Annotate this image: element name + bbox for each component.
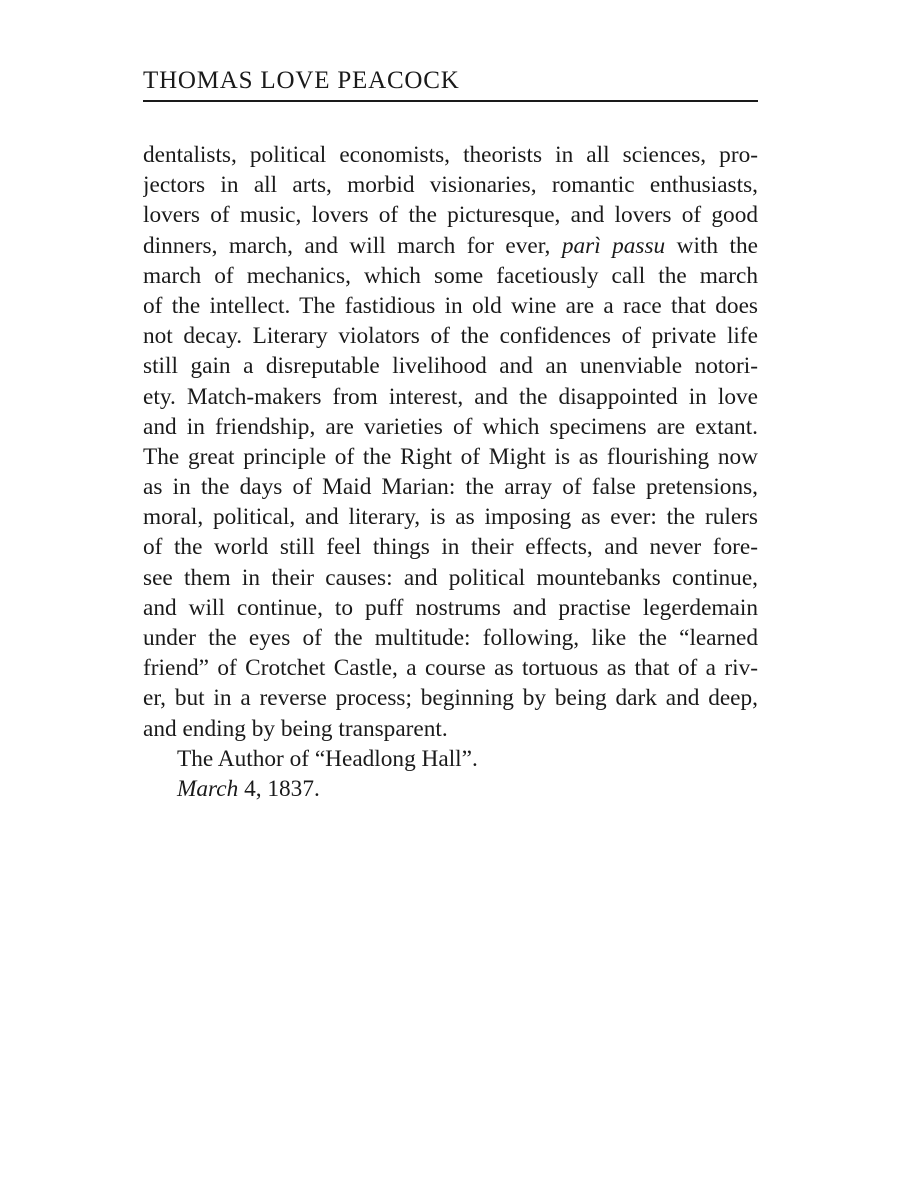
text-segment: dinners, march, and will march for ever, xyxy=(143,232,551,259)
date-rest: 4, 1837. xyxy=(244,775,320,802)
signature-line: The Author of “Headlong Hall”. xyxy=(177,745,478,772)
text-line: moral, political, and literary, is as imposing as ever: the rulers xyxy=(143,504,758,531)
text-line: and in friendship, are varieties of which specimens are extant. xyxy=(143,413,758,440)
text-line: march of mechanics, which some facetiously call the march xyxy=(143,262,758,289)
body-text xyxy=(143,140,758,804)
date-line xyxy=(143,774,758,804)
text-line: jectors in all arts, morbid visionaries, romantic enthusiasts, xyxy=(143,172,758,199)
text-line: and ending by being transparent. xyxy=(143,715,448,742)
date-month: March xyxy=(177,775,239,802)
italic-phrase: parì passu xyxy=(561,232,666,259)
text-line: The great principle of the Right of Might is as flourishing now xyxy=(143,443,758,470)
text-line: of the world still feel things in their effects, and never fore- xyxy=(143,534,758,561)
text-line: under the eyes of the multitude: following, like the “learned xyxy=(143,625,758,651)
text-line: not decay. Literary violators of the confidences of private life xyxy=(143,323,758,350)
text-line: still gain a disreputable livelihood and an unenviable notori- xyxy=(143,353,758,380)
header-rule xyxy=(143,100,758,102)
running-head: THOMAS LOVE PEACOCK xyxy=(143,67,460,94)
text-line: er, but in a reverse process; beginning by being dark and deep, xyxy=(143,685,758,712)
text-line: and will continue, to puff nostrums and practise legerdemain xyxy=(143,594,758,621)
text-line: see them in their causes: and political mountebanks continue, xyxy=(143,564,758,591)
text-line: dentalists, political economists, theorists in all sciences, pro- xyxy=(143,142,758,168)
text-segment: with the xyxy=(676,232,758,259)
text-line: friend” of Crotchet Castle, a course as tortuous as that of a riv- xyxy=(143,655,758,682)
text-line: of the intellect. The fastidious in old wine are a race that does xyxy=(143,292,758,319)
text-line: ety. Match-makers from interest, and the disappointed in love xyxy=(143,383,758,410)
text-line: as in the days of Maid Marian: the array of false pretensions, xyxy=(143,474,758,501)
text-line: lovers of music, lovers of the picturesque, and lovers of good xyxy=(143,202,758,229)
text-line-with-italic xyxy=(143,231,758,261)
